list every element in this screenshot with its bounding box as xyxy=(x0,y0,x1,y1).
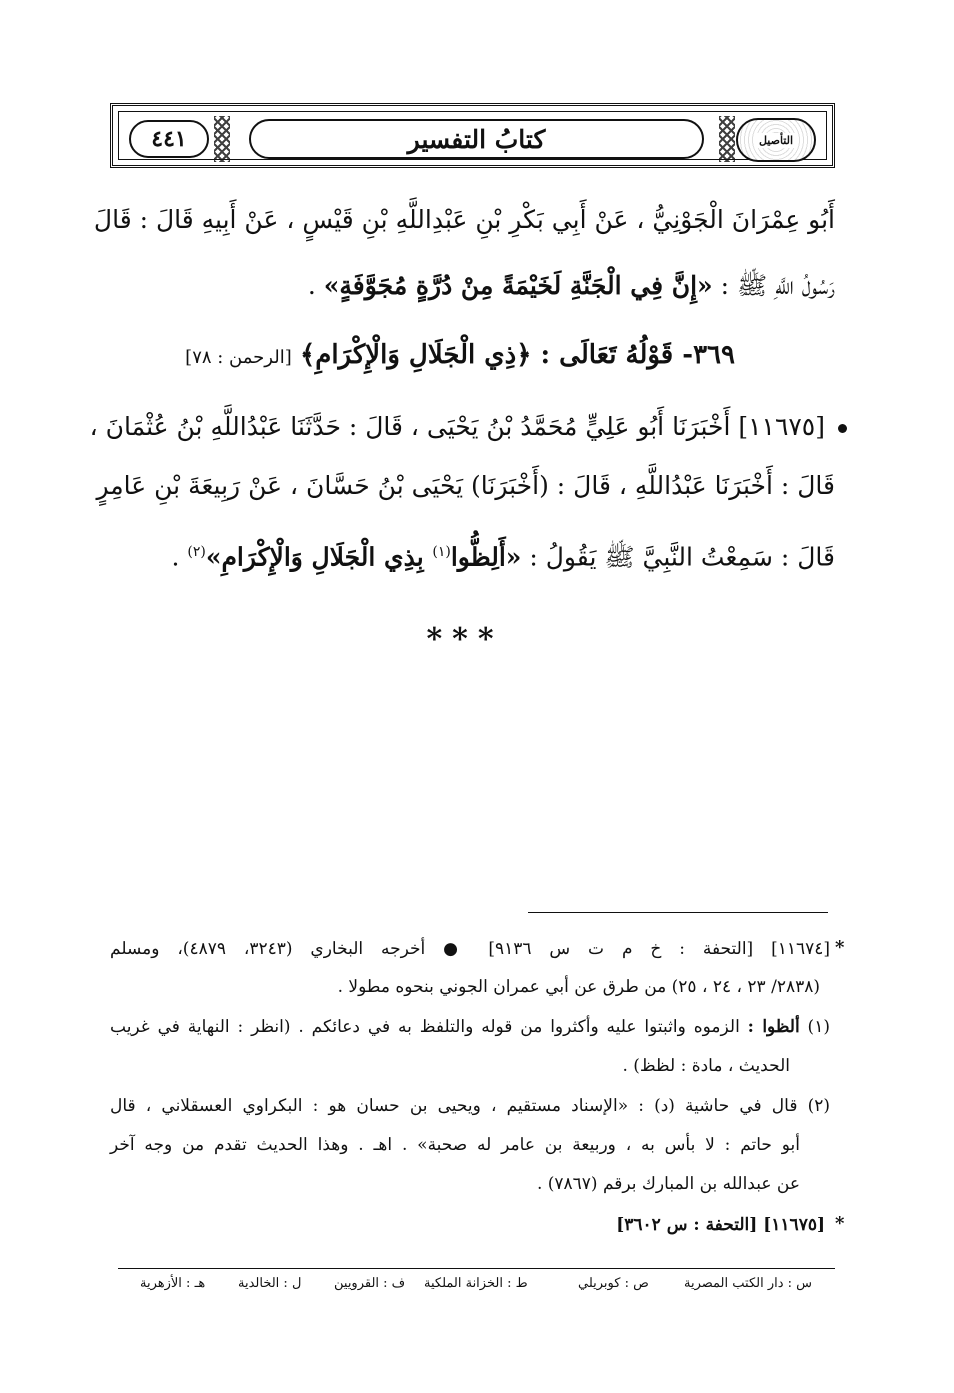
header-inner-frame xyxy=(118,111,827,160)
footnote-separator xyxy=(528,912,828,913)
footnote-2-number: (١) xyxy=(799,1017,830,1037)
hadith-quote-2b: بِذِي الْجَلَالِ وَالْإِكْرَامِ» xyxy=(205,542,433,572)
text-line-1: أَبُو عِمْرَانَ الْجَوْنِيُّ ، عَنْ أَبِي بَكْرِ بْنِ عَبْدِاللَّهِ بْنِ قَيْسٍ ، عَنْ أَبِيهِ قَالَ : قَالَ xyxy=(93,205,835,234)
ayah-reference: [الرحمن : ٧٨] xyxy=(185,347,292,368)
legend-sin: س : دار الكتب المصرية xyxy=(684,1276,813,1291)
page-header xyxy=(110,103,835,168)
text-line-3: [١١٦٧٥] أَخْبَرَنَا أَبُو عَلِيٍّ مُحَمَّدُ بْنُ يَحْيَى ، قَالَ : حَدَّثَنَا عَبْدُاللَّهِ بْنُ عُثْمَانَ ، xyxy=(89,412,825,441)
heading-text: - قَوْلُهُ تَعَالَى : ﴿ذِي الْجَلَالِ وَالْإِكْرَامِ﴾ xyxy=(299,340,694,370)
legend-sad: ص : كوبريلي xyxy=(578,1276,649,1291)
legend-lam: ل : الخالدية xyxy=(238,1276,302,1291)
legend-ha: هـ : الأزهرية xyxy=(140,1276,206,1291)
section-heading xyxy=(110,335,735,378)
ornament-left xyxy=(214,116,230,162)
text-line-4: قَالَ : أَخْبَرَنَا عَبْدُاللَّهِ ، قَالَ : (أَخْبَرَنَا) يَحْيَى بْنُ حَسَّانَ ، عَنْ رَبِيعَةَ بْنِ عَامِرٍ xyxy=(96,471,835,500)
seal-text: التأصيل xyxy=(756,133,796,148)
footnote-2-line-2: الحديث ، مادة : لظظ) . xyxy=(622,1056,790,1076)
line5-end: . xyxy=(171,542,188,572)
footnote-3-line-3: عن عبدالله بن المبارك برقم (٧٨٦٧) . xyxy=(536,1174,800,1194)
line2-end: . xyxy=(307,271,324,300)
publisher-seal xyxy=(736,118,816,162)
hadith-quote-2a: «أَلِظُّوا xyxy=(450,542,522,572)
footnote-3-line-1: (٢) قال في حاشية (د) : «الإسناد مستقيم ، ويحيى بن حسان هو : البكراوي العسقلاني ، قال xyxy=(110,1096,830,1116)
legend-fa: ف : القرويين xyxy=(334,1276,406,1291)
legend-ta: ط : الخزانة الملكية xyxy=(424,1276,528,1291)
footnote-2-text: الزموه واثبتوا عليه وأكثروا من قوله والتلفظ به في دعائكم . (انظر : النهاية في غريب xyxy=(110,1017,748,1037)
legend-separator xyxy=(118,1268,835,1269)
footnote-1-line-2: (٢٨٣٨/ ٢٣ ، ٢٤ ، ٢٥) من طرق عن أبي عمران الجوني بنحوه مطولا . xyxy=(337,977,820,997)
line5-intro: قَالَ : سَمِعْتُ النَّبِيَّ ﷺ يَقُولُ : xyxy=(521,542,835,572)
footnote-star-1: * xyxy=(835,937,845,958)
footnote-3-line-2: أبو حاتم : لا بأس به ، وربيعة بن عامر له صحبة» . اهـ . وهذا الحديث تقدم من وجه آخر xyxy=(110,1135,800,1155)
text-line-5 xyxy=(110,532,835,577)
text-line-2 xyxy=(110,266,835,306)
footnote-2-line-1 xyxy=(110,1014,830,1040)
ornament-right xyxy=(719,116,735,162)
section-divider-stars: *** xyxy=(426,622,504,657)
footnote-1-line-1: [١١٦٧٤] [التحفة : خ م ت س ٩١٣٦] ● أخرجه البخاري (٣٢٤٣، ٤٨٧٩)، ومسلم xyxy=(110,939,831,959)
page-number: ٤٤١ xyxy=(129,120,209,158)
book-title: كتابُ التفسير xyxy=(249,119,704,159)
footnote-2-term: ألظوا : xyxy=(747,1017,800,1037)
line2-intro: رَسُولُ اللَّهِ ﷺ : xyxy=(712,271,835,300)
heading-number: ٣٦٩ xyxy=(693,340,735,370)
footnote-4: [١١٦٧٥] [التحفة : س ٣٦٠٢] xyxy=(616,1215,825,1235)
footnote-star-2: * xyxy=(835,1213,845,1234)
footnote-ref-1[interactable]: (١) xyxy=(432,544,451,560)
footnote-ref-2[interactable]: (٢) xyxy=(187,544,206,560)
bullet-icon xyxy=(838,424,847,433)
hadith-quote-1: «إِنَّ فِي الْجَنَّةِ لَخَيْمَةً مِنْ دُرَّةٍ مُجَوَّفَةٍ» xyxy=(323,271,713,300)
